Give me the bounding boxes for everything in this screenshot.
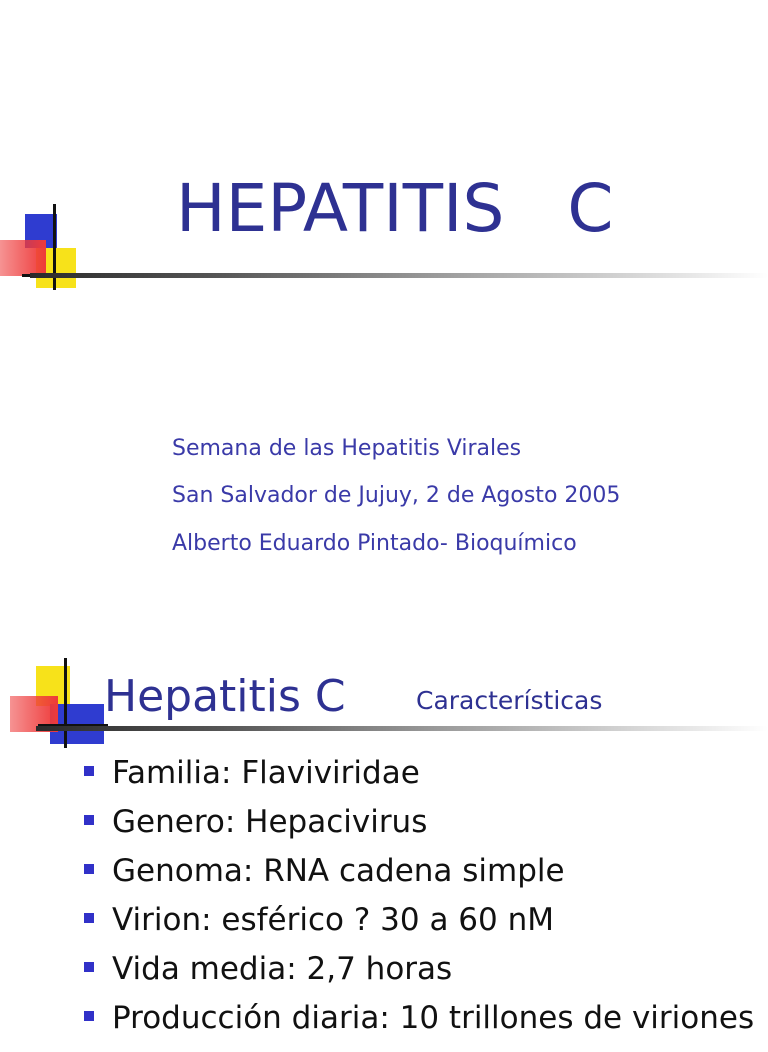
list-item: Virion: esférico ? 30 a 60 nM: [84, 905, 754, 954]
subtitle-line-3: Alberto Eduardo Pintado- Bioquímico: [172, 531, 577, 556]
presentation-title: HEPATITIS C: [176, 170, 614, 247]
slide-2-title: Hepatitis C: [104, 671, 346, 722]
bullet-square-icon: [84, 1011, 94, 1021]
bullet-square-icon: [84, 913, 94, 923]
list-item: Genoma: RNA cadena simple: [84, 856, 754, 905]
subtitle-line-1: Semana de las Hepatitis Virales: [172, 436, 522, 461]
list-item: Genero: Hepacivirus: [84, 807, 754, 856]
list-item: Vida media: 2,7 horas: [84, 954, 754, 1003]
list-item: Familia: Flaviviridae: [84, 758, 754, 807]
bullet-list: [84, 755, 755, 1052]
title-divider: [30, 273, 768, 278]
title-divider: [36, 726, 768, 731]
slide-logo-icon: [0, 200, 110, 310]
subtitle-line-2: San Salvador de Jujuy, 2 de Agosto 2005: [172, 483, 621, 508]
bullet-square-icon: [84, 864, 94, 874]
bullet-square-icon: [84, 766, 94, 776]
bullet-square-icon: [84, 962, 94, 972]
slide-2-subtitle: Características: [416, 686, 603, 715]
bullet-square-icon: [84, 815, 94, 825]
list-item: Producción diaria: 10 trillones de viriones: [84, 1003, 754, 1052]
